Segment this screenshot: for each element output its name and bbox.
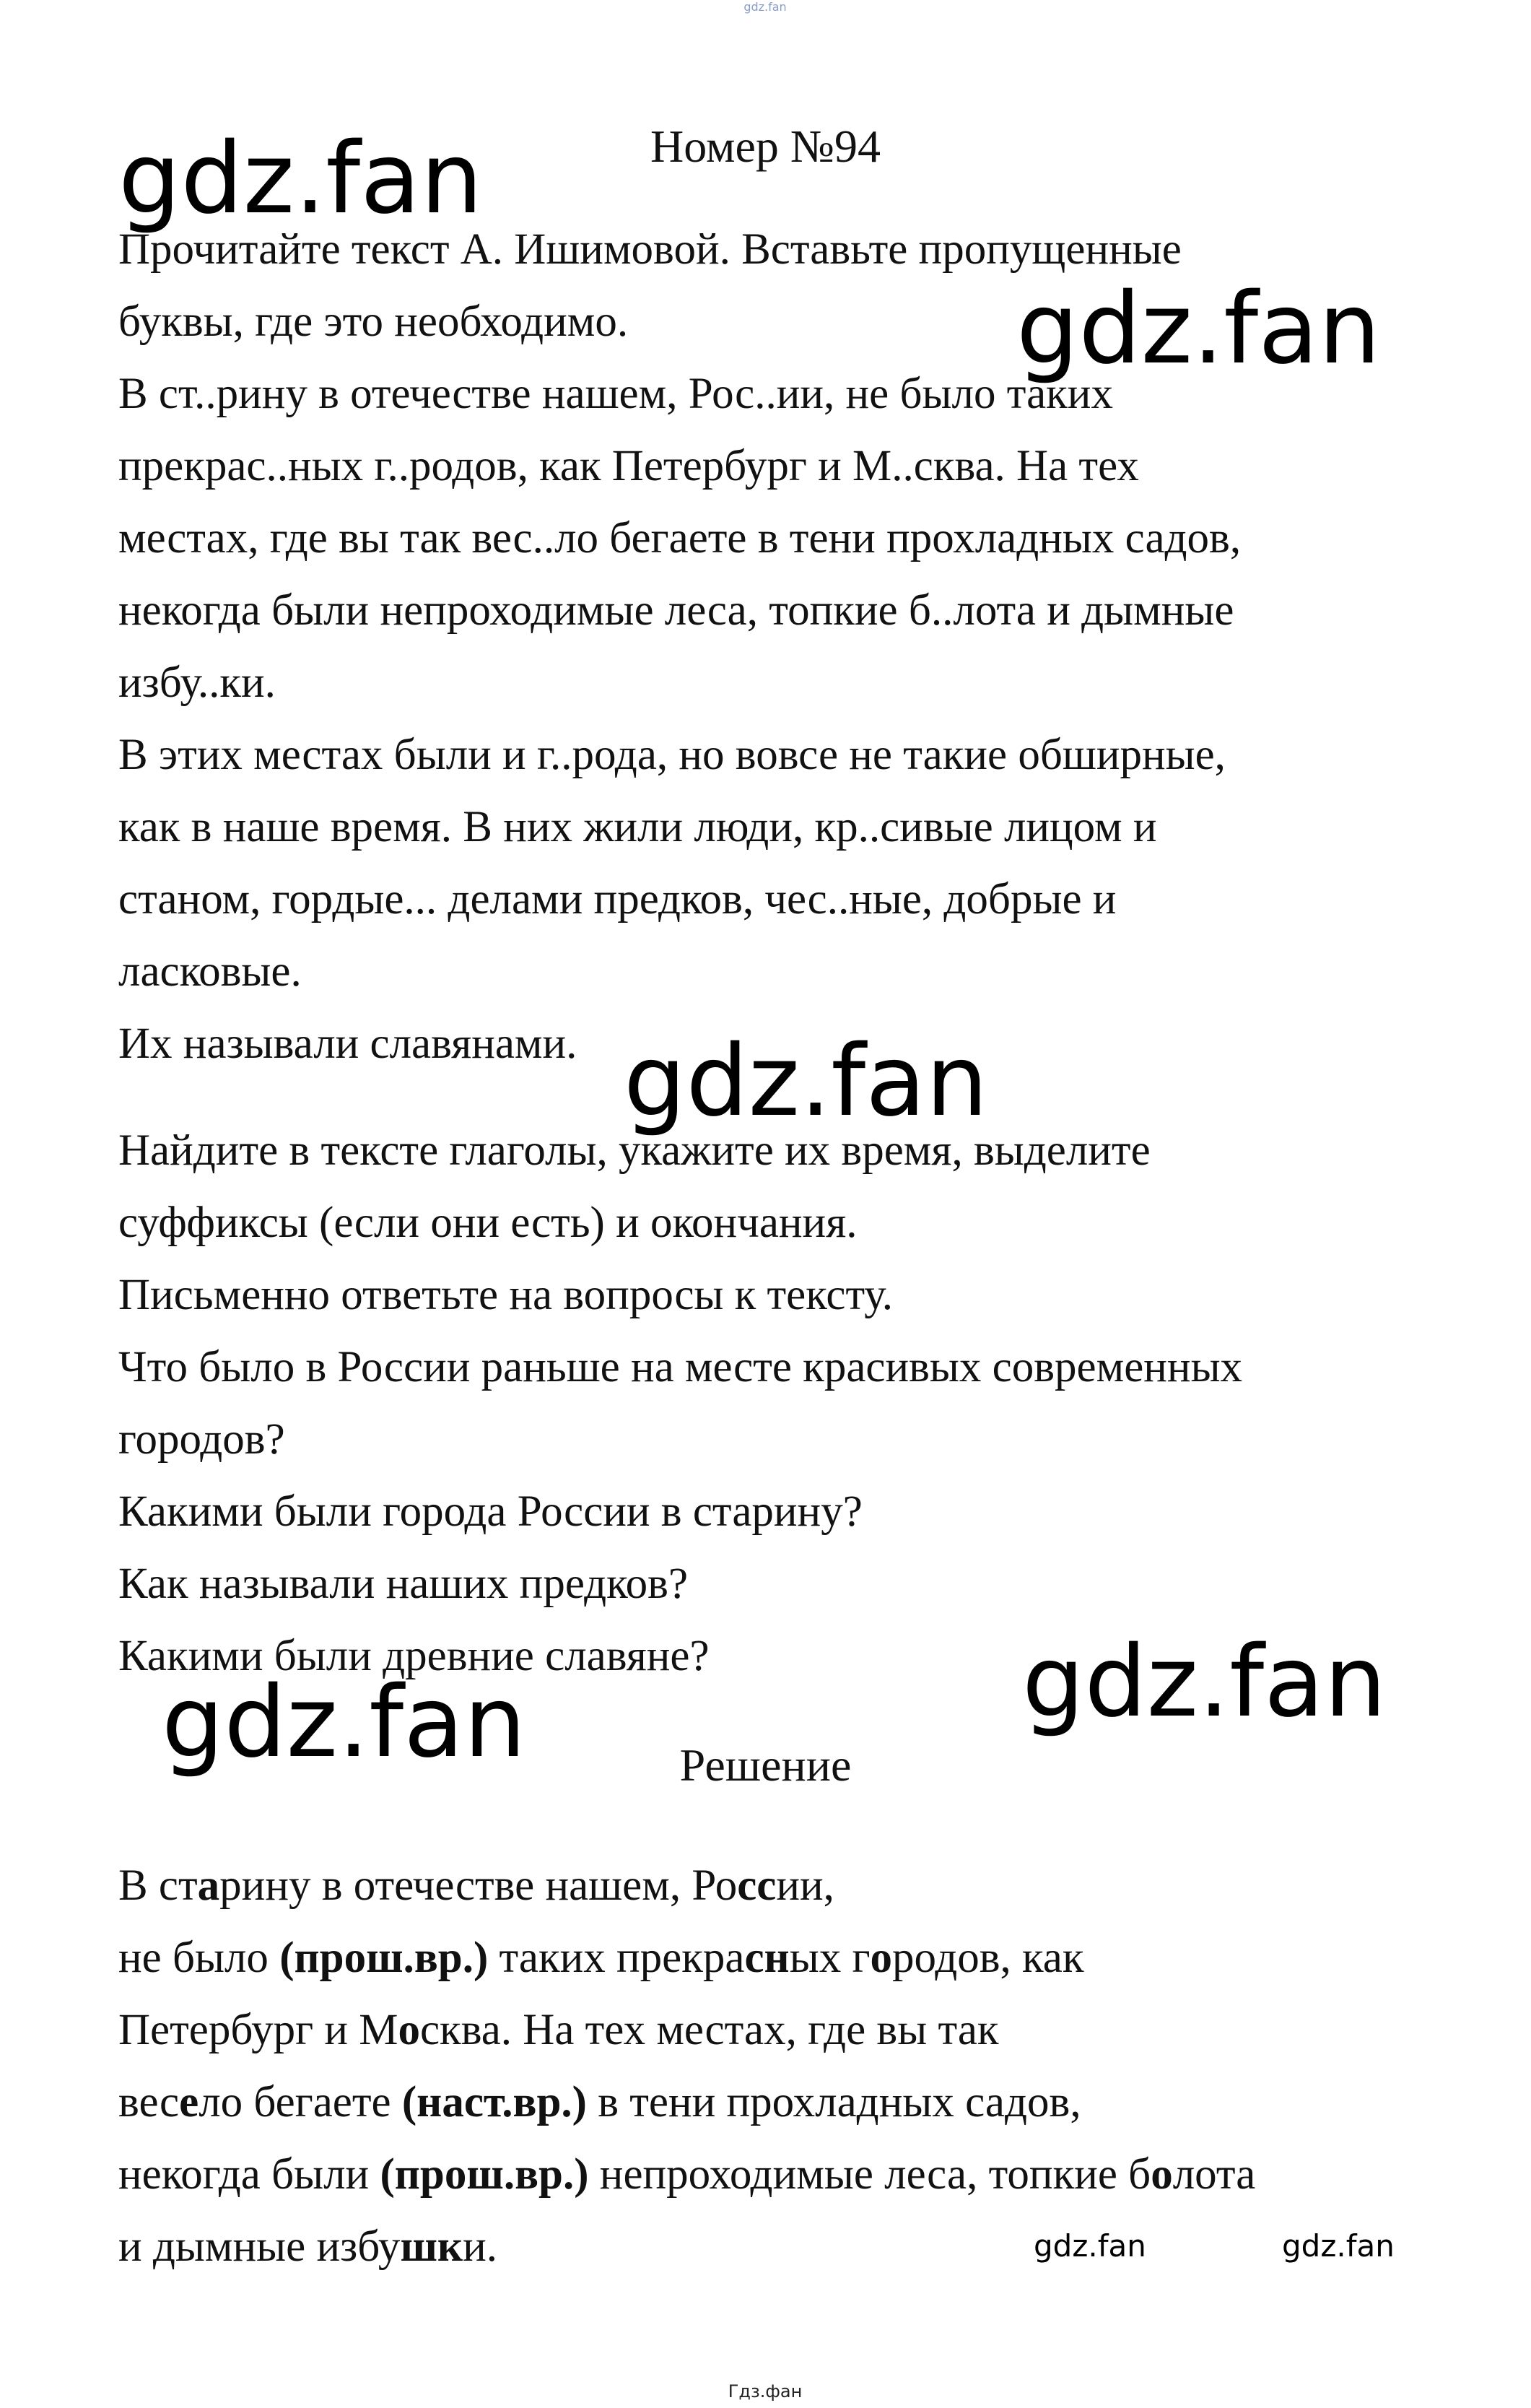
question-line: городов? — [118, 1415, 285, 1464]
question-line: Что было в России раньше на месте красивых современных — [118, 1343, 1243, 1391]
watermark-logo: gdz.fan — [624, 1025, 988, 1139]
solution-heading: Решение — [679, 1739, 852, 1791]
question-line: Какими были древние славяне? — [118, 1632, 710, 1680]
watermark-logo: gdz.fan — [1034, 2228, 1146, 2264]
text-line: избу..ки. — [118, 658, 276, 707]
text-line: некогда были непроходимые леса, топкие б..лота и дымные — [118, 586, 1234, 635]
text-line: как в наше время. В них жили люди, кр..сивые лицом и — [118, 803, 1157, 851]
text-line: В ст..рину в отечестве нашем, Рос..ии, не было таких — [118, 370, 1113, 418]
text-line: прекрас..ных г..родов, как Петербург и М..сква. На тех — [118, 442, 1139, 490]
solution-text — [118, 1850, 1447, 2283]
text-line: станом, гордые... делами предков, чес..ные, добрые и — [118, 875, 1117, 923]
watermark-logo: gdz.fan — [1022, 1625, 1387, 1739]
solution-line: весело бегаете (наст.вр.) в тени прохладных садов, — [118, 2078, 1081, 2126]
page-title: Номер №94 — [650, 121, 881, 172]
watermark-logo: gdz.fan — [1016, 272, 1381, 386]
question-line: Письменно ответьте на вопросы к тексту. — [118, 1271, 893, 1319]
solution-line: В старину в отечестве нашем, России, — [118, 1861, 834, 1910]
solution-line: не было (прош.вр.) таких прекрасных городов, как — [118, 1934, 1084, 1982]
solution-line: некогда были (прош.вр.) непроходимые леса, топкие болота — [118, 2150, 1256, 2199]
watermark-logo: gdz.fan — [1282, 2228, 1395, 2264]
question-line: Как называли наших предков? — [118, 1560, 689, 1608]
solution-line: и дымные избушки. — [118, 2222, 497, 2271]
task-text — [118, 214, 1447, 1080]
text-line: Прочитайте текст А. Ишимовой. Вставьте пропущенные — [118, 225, 1182, 274]
watermark-logo: gdz.fan — [118, 122, 483, 236]
watermark-logo: gdz.fan — [162, 1666, 526, 1780]
question-line: Найдите в тексте глаголы, укажите их время, выделите — [118, 1126, 1151, 1175]
question-line: Какими были города России в старину? — [118, 1487, 863, 1536]
text-line: Их называли славянами. — [118, 1020, 577, 1068]
question-line: суффиксы (если они есть) и окончания. — [118, 1199, 858, 1247]
text-line: ласковые. — [118, 947, 302, 996]
top-site-mark: gdz.fan — [743, 0, 787, 14]
questions-text — [118, 1115, 1447, 1692]
text-line: местах, где вы так вес..ло бегаете в тени прохладных садов, — [118, 514, 1242, 562]
text-line: буквы, где это необходимо. — [118, 297, 629, 346]
bottom-site-mark: Гдз.фан — [728, 2381, 803, 2402]
text-line: В этих местах были и г..рода, но вовсе не такие обширные, — [118, 731, 1226, 779]
solution-line: Петербург и Москва. На тех местах, где вы так — [118, 2006, 999, 2054]
